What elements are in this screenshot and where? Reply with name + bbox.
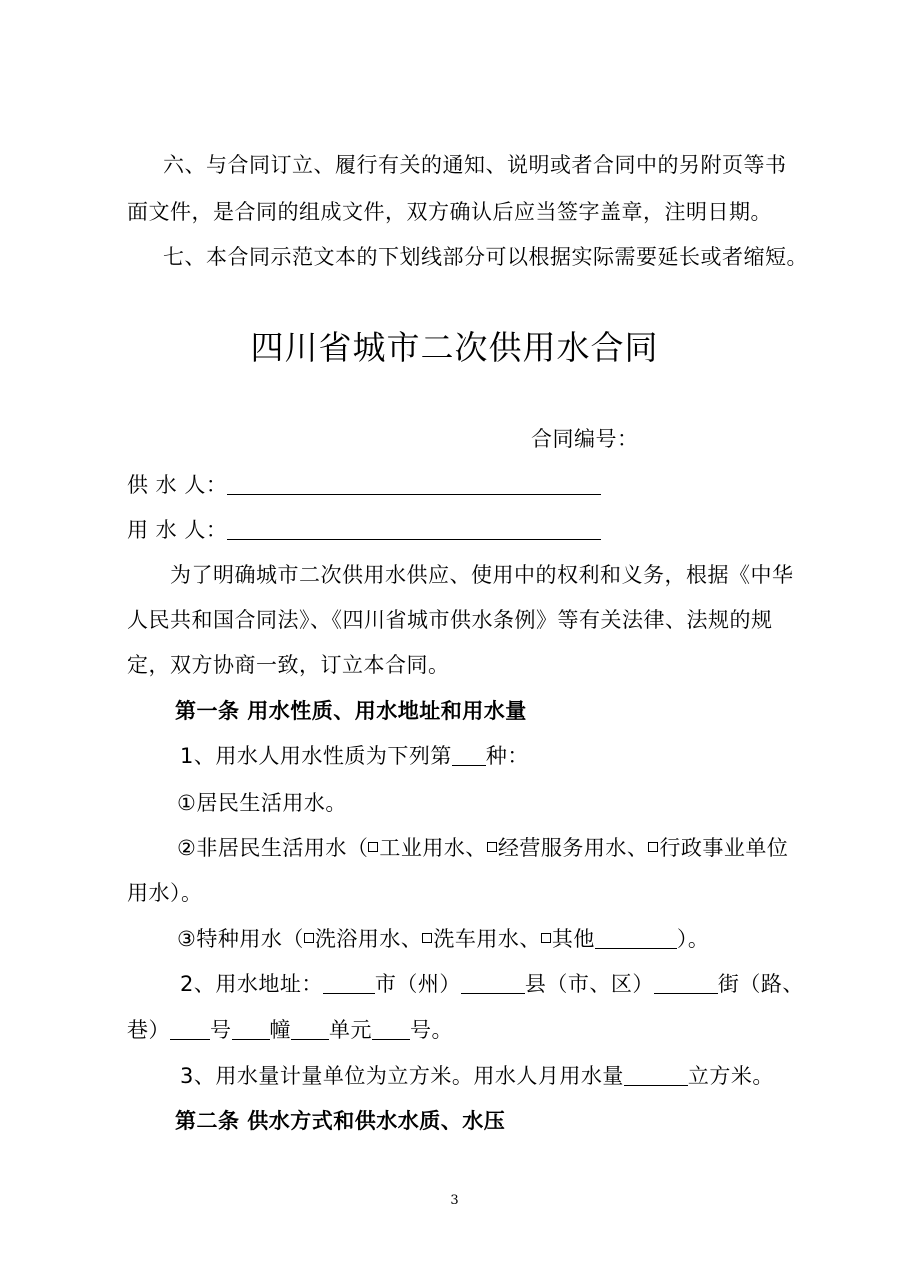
building-blank[interactable] (232, 1017, 270, 1040)
intro-item-6-line-1: 六、与合同订立、履行有关的通知、说明或者合同中的另附页等书 (163, 153, 787, 177)
contract-number-label: 合同编号： (531, 427, 639, 451)
street-label: 街（路、 (717, 972, 804, 996)
option-non-residential (177, 833, 788, 863)
street-blank[interactable] (654, 971, 718, 994)
user-row (127, 515, 601, 545)
room-blank[interactable] (372, 1017, 410, 1040)
car-wash-label: 洗车用水、 (433, 927, 541, 951)
option-special (177, 924, 709, 954)
car-wash-checkbox[interactable] (422, 933, 432, 943)
contract-title: 四川省城市二次供用水合同 (250, 328, 659, 367)
preamble-line-3: 定，双方协商一致，订立本合同。 (127, 653, 450, 677)
article-1-heading: 第一条 用水性质、用水地址和用水量 (175, 699, 527, 723)
room-label: 号。 (410, 1018, 453, 1042)
article-2-heading: 第二条 供水方式和供水水质、水压 (175, 1109, 506, 1133)
article-1-clause-1 (180, 741, 529, 771)
article-1-clause-2-line-2 (127, 1015, 453, 1045)
preamble-line-1: 为了明确城市二次供用水供应、使用中的权利和义务，根据《中华 (170, 563, 794, 587)
article-1-clause-3 (180, 1061, 774, 1091)
administrative-checkbox[interactable] (648, 842, 658, 852)
county-label: 县（市、区） (524, 972, 654, 996)
supplier-label: 供 水 人： (127, 473, 228, 497)
preamble-line-2: 人民共和国合同法》、《四川省城市供水条例》等有关法律、法规的规 (127, 608, 773, 632)
supplier-blank[interactable] (227, 472, 601, 495)
option-residential: ①居民生活用水。 (177, 791, 347, 815)
city-blank[interactable] (323, 971, 375, 994)
clause-3-suffix: 立方米。 (687, 1064, 774, 1088)
number-label: 号 (210, 1018, 232, 1042)
monthly-volume-blank[interactable] (624, 1063, 688, 1086)
intro-item-6-line-2: 面文件，是合同的组成文件，双方确认后应当签字盖章，注明日期。 (127, 200, 772, 224)
number-blank[interactable] (170, 1017, 210, 1040)
option-2-line-2: 用水）。 (127, 881, 203, 905)
bathing-label: 洗浴用水、 (314, 927, 423, 951)
bathing-checkbox[interactable] (304, 933, 314, 943)
other-label: 其他 (551, 927, 595, 951)
industrial-checkbox[interactable] (368, 842, 378, 852)
user-blank[interactable] (227, 517, 601, 540)
option-2-prefix: ②非居民生活用水（ (177, 836, 369, 860)
supplier-row (127, 470, 601, 500)
other-blank[interactable] (595, 926, 677, 949)
clause-1-suffix: 种： (485, 744, 529, 768)
intro-item-7: 七、本合同示范文本的下划线部分可以根据实际需要延长或者缩短。 (163, 245, 808, 269)
industrial-label: 工业用水、 (379, 836, 487, 860)
lane-label: 巷） (127, 1018, 170, 1042)
article-1-clause-2 (180, 969, 804, 999)
building-label: 幢 (269, 1018, 291, 1042)
county-blank[interactable] (461, 971, 525, 994)
business-service-checkbox[interactable] (487, 842, 497, 852)
city-label: 市（州） (374, 972, 461, 996)
clause-1-prefix: 1、用水人用水性质为下列第 (180, 744, 452, 768)
clause-3-prefix: 3、用水量计量单位为立方米。用水人月用水量 (180, 1064, 624, 1088)
use-type-blank[interactable] (452, 743, 486, 766)
business-service-label: 经营服务用水、 (497, 836, 649, 860)
option-3-suffix: ）。 (676, 927, 710, 951)
unit-blank[interactable] (291, 1017, 329, 1040)
administrative-label: 行政事业单位 (659, 836, 789, 860)
other-checkbox[interactable] (541, 933, 551, 943)
address-label: 2、用水地址： (180, 972, 323, 996)
user-label: 用 水 人： (127, 518, 228, 542)
unit-label: 单元 (329, 1018, 372, 1042)
page-number: 3 (450, 1193, 459, 1208)
option-3-prefix: ③特种用水（ (177, 927, 304, 951)
